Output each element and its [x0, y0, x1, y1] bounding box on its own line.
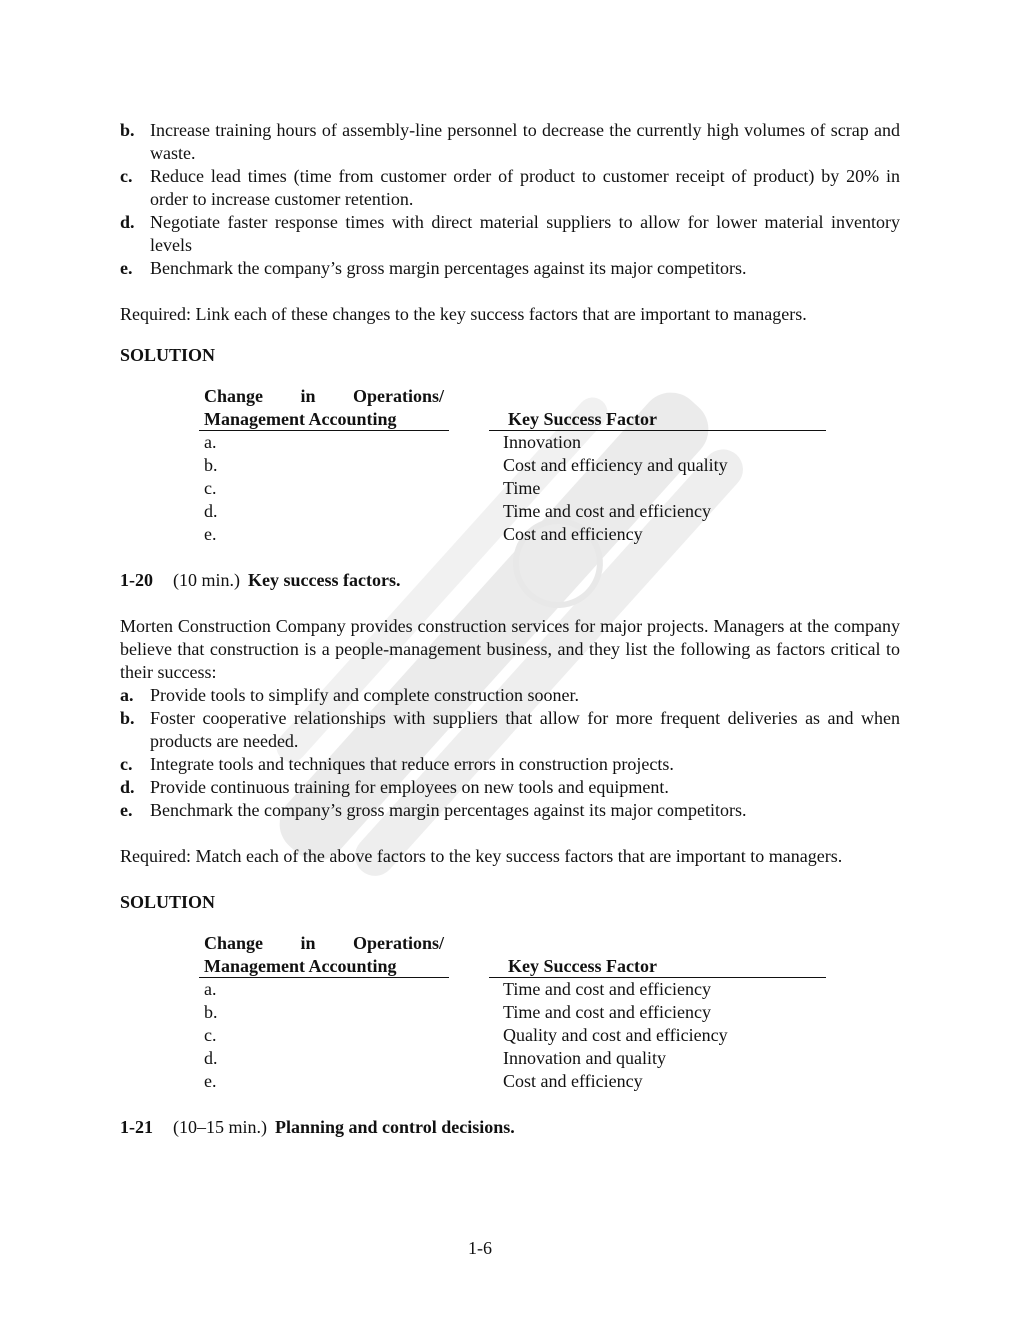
list-item: e. Benchmark the company’s gross margin percentages against its major competitors. — [120, 800, 747, 820]
page-content — [120, 119, 900, 1139]
solution-heading: SOLUTION — [120, 345, 216, 365]
table-row: a. Time and cost and efficiency — [204, 979, 711, 999]
list-item: e. Benchmark the company’s gross margin percentages against its major competitors. — [120, 258, 747, 278]
table-row: c. Time — [204, 478, 541, 498]
exercise-intro: Morten Construction Company provides construction services for major projects. Managers at the company believe that construction is a people-management business, and they list the following as factors critical to their success: — [120, 616, 900, 682]
table-row: d. Innovation and quality — [204, 1048, 666, 1068]
required-text: Required: Match each of the above factors to the key success factors that are important to managers. — [120, 846, 843, 866]
table-row: c. Quality and cost and efficiency — [204, 1025, 728, 1045]
table-row: e. Cost and efficiency — [204, 1071, 643, 1091]
list-item: c. Integrate tools and techniques that reduce errors in construction projects. — [120, 754, 674, 774]
list-item: d. Negotiate faster response times with direct material suppliers to allow for lower material inventory levels — [120, 212, 900, 255]
solution-table — [204, 385, 829, 546]
solution-heading: SOLUTION — [120, 892, 216, 912]
column-header-factor: Key Success Factor — [508, 409, 657, 429]
top-change-list — [120, 119, 900, 280]
table-row: b. Cost and efficiency and quality — [204, 455, 728, 475]
required-text: Required: Link each of these changes to the key success factors that are important to managers. — [120, 304, 807, 324]
table-row: e. Cost and efficiency — [204, 524, 643, 544]
table-row: b. Time and cost and efficiency — [204, 1002, 711, 1022]
table-row: d. Time and cost and efficiency — [204, 501, 711, 521]
list-item: d. Provide continuous training for employees on new tools and equipment. — [120, 777, 669, 797]
solution-table — [204, 932, 829, 1093]
list-item: b. Foster cooperative relationships with suppliers that allow for more frequent deliveries as and when products are needed. — [120, 708, 900, 751]
table-header — [204, 932, 829, 978]
exercise-heading: 1-21 (10–15 min.) Planning and control decisions. — [120, 1117, 515, 1137]
column-header-factor: Key Success Factor — [508, 956, 657, 976]
list-item: c. Reduce lead times (time from customer order of product to customer receipt of product) by 20% in order to increase customer retention. — [120, 166, 900, 209]
column-header-change: Change in Operations/ Management Accounting — [204, 933, 444, 976]
list-item: b. Increase training hours of assembly-line personnel to decrease the currently high volumes of scrap and waste. — [120, 120, 900, 163]
page-number: 1-6 — [468, 1238, 492, 1258]
list-item: a. Provide tools to simplify and complete construction sooner. — [120, 685, 579, 705]
column-header-change: Change in Operations/ Management Accounting — [204, 386, 444, 429]
table-row: a. Innovation — [204, 432, 581, 452]
exercise-heading: 1-20 (10 min.) Key success factors. — [120, 570, 401, 590]
critical-factor-list — [120, 684, 900, 822]
table-header — [204, 385, 829, 431]
